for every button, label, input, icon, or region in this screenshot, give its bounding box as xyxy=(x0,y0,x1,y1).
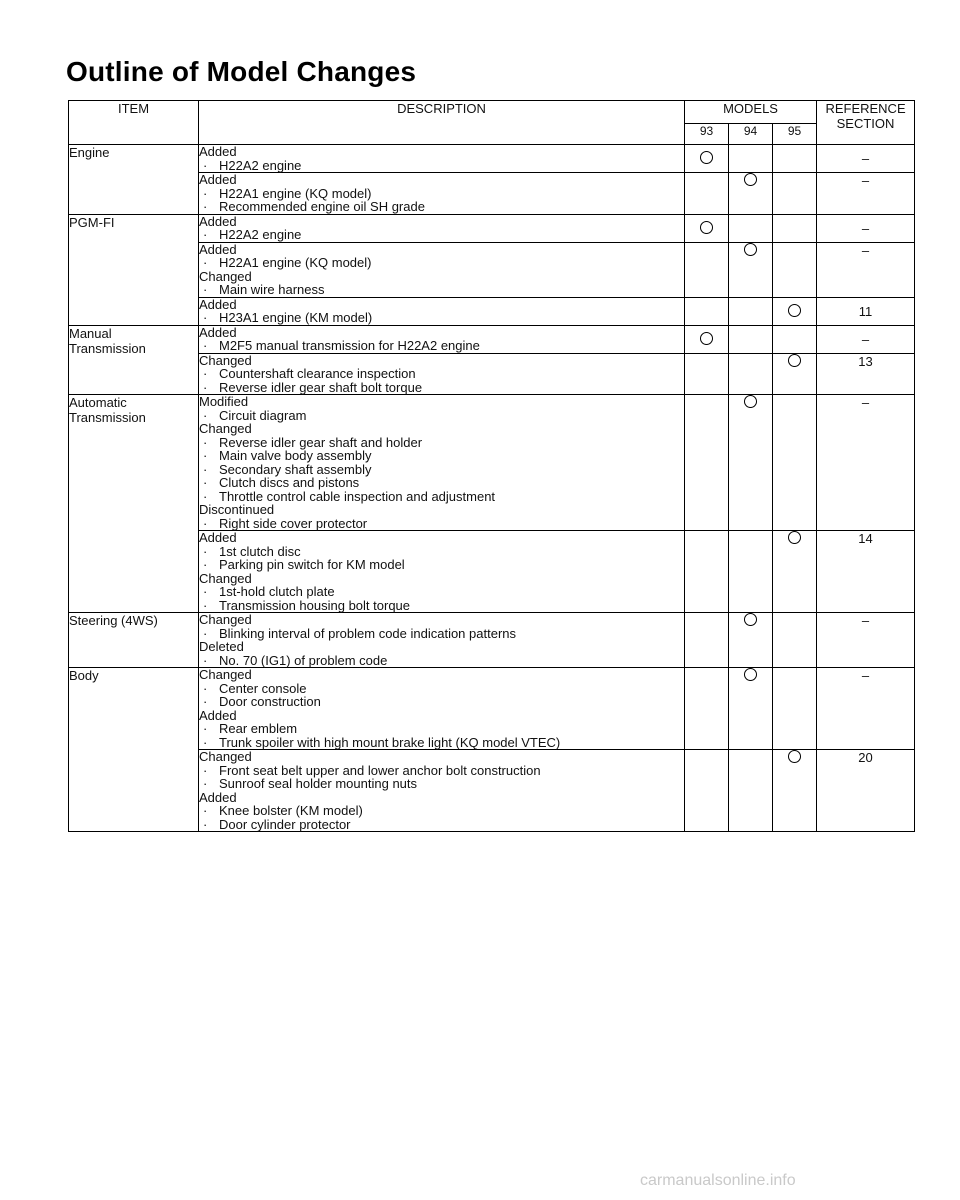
description-bullet-item: · Sunroof seal holder mounting nuts xyxy=(199,777,684,791)
reference-section-cell xyxy=(817,325,915,353)
model-95-cell xyxy=(773,531,817,613)
description-bullet-item: · Right side cover protector xyxy=(199,517,684,531)
model-93-cell xyxy=(685,750,729,832)
description-heading: Deleted xyxy=(199,639,244,654)
table-row xyxy=(69,395,915,531)
description-bullet-item: · Door construction xyxy=(199,695,684,709)
description-bullet-item: · 1st clutch disc xyxy=(199,545,684,559)
item-label: Body xyxy=(69,668,99,683)
model-94-cell xyxy=(729,214,773,242)
description-heading: Changed xyxy=(199,352,252,368)
item-label: Steering (4WS) xyxy=(69,613,158,628)
model-95-cell xyxy=(773,297,817,325)
description-bullet-item: · Knee bolster (KM model) xyxy=(199,804,684,818)
model-94-cell xyxy=(729,750,773,832)
item-label: PGM-FI xyxy=(69,214,115,230)
table-row xyxy=(69,668,915,750)
model-93-cell xyxy=(685,613,729,668)
description-heading: Added xyxy=(199,296,237,312)
model-94-cell xyxy=(729,395,773,531)
table-row xyxy=(69,145,915,173)
description-heading: Modified xyxy=(199,394,249,409)
model-95-cell xyxy=(773,214,817,242)
applies-circle-icon xyxy=(700,221,713,234)
description-bullet-item: · Door cylinder protector xyxy=(199,818,684,832)
page-title: Outline of Model Changes xyxy=(66,56,417,87)
description-column-header: DESCRIPTION xyxy=(199,101,685,145)
model-93-cell xyxy=(685,214,729,242)
applies-circle-icon xyxy=(744,243,757,256)
model-year-93-header: 93 xyxy=(685,124,729,145)
description-bullet-item: · Rear emblem xyxy=(199,722,684,736)
description-heading: Changed xyxy=(199,421,252,436)
description-cell xyxy=(199,173,685,215)
description-cell xyxy=(199,750,685,832)
model-93-cell xyxy=(685,353,729,395)
description-cell xyxy=(199,145,685,173)
description-bullet-item: · Front seat belt upper and lower anchor bolt construction xyxy=(199,764,684,778)
description-bullet-item: · Blinking interval of problem code indication patterns xyxy=(199,627,684,641)
model-95-cell xyxy=(773,145,817,173)
applies-circle-icon xyxy=(700,151,713,164)
item-cell xyxy=(69,668,199,832)
description-heading: Added xyxy=(199,789,237,805)
description-bullet-item: · M2F5 manual transmission for H22A2 engine xyxy=(199,339,684,353)
description-heading: Added xyxy=(199,144,237,159)
no-reference-dash: – xyxy=(861,395,870,410)
description-bullet-item: · Reverse idler gear shaft bolt torque xyxy=(199,381,684,395)
model-93-cell xyxy=(685,145,729,173)
reference-section-cell xyxy=(817,395,915,531)
applies-circle-icon xyxy=(700,332,713,345)
no-reference-dash: – xyxy=(861,220,870,236)
description-bullet-item: · Reverse idler gear shaft and holder xyxy=(199,436,684,450)
item-label: Manual xyxy=(69,325,112,341)
item-label: Transmission xyxy=(69,340,146,356)
reference-section-number: 13 xyxy=(858,353,873,369)
reference-section-cell xyxy=(817,214,915,242)
table-header xyxy=(69,101,915,145)
reference-section-cell xyxy=(817,145,915,173)
description-heading: Changed xyxy=(199,667,252,682)
applies-circle-icon xyxy=(744,173,757,186)
description-cell xyxy=(199,353,685,395)
reference-section-cell xyxy=(817,353,915,395)
description-bullet-item: · Transmission housing bolt torque xyxy=(199,599,684,613)
reference-section-number: 11 xyxy=(858,303,873,319)
description-heading: Changed xyxy=(199,268,252,284)
item-cell xyxy=(69,214,199,325)
model-93-cell xyxy=(685,395,729,531)
model-95-cell xyxy=(773,325,817,353)
model-95-cell xyxy=(773,173,817,215)
description-bullet-item: · No. 70 (IG1) of problem code xyxy=(199,654,684,668)
description-bullet-item: · Secondary shaft assembly xyxy=(199,463,684,477)
reference-header-line-1: REFERENCE xyxy=(825,101,906,116)
no-reference-dash: – xyxy=(861,331,870,347)
description-bullet-item: · Clutch discs and pistons xyxy=(199,476,684,490)
table-row xyxy=(69,613,915,668)
description-bullet-item: · H22A2 engine xyxy=(199,159,684,173)
description-cell xyxy=(199,242,685,297)
reference-header-line-2: SECTION xyxy=(836,116,895,131)
applies-circle-icon xyxy=(788,531,801,544)
model-93-cell xyxy=(685,531,729,613)
model-year-94-header: 94 xyxy=(729,124,773,145)
description-bullet-item: · Recommended engine oil SH grade xyxy=(199,200,684,214)
item-cell xyxy=(69,395,199,613)
model-95-cell xyxy=(773,668,817,750)
model-93-cell xyxy=(685,297,729,325)
model-year-95-header: 95 xyxy=(773,124,817,145)
model-95-cell xyxy=(773,395,817,531)
model-93-cell xyxy=(685,242,729,297)
description-heading: Added xyxy=(199,241,237,257)
model-95-cell xyxy=(773,353,817,395)
model-93-cell xyxy=(685,668,729,750)
item-cell xyxy=(69,613,199,668)
no-reference-dash: – xyxy=(861,173,870,188)
description-bullet-item: · Main wire harness xyxy=(199,283,684,297)
table-row xyxy=(69,325,915,353)
model-95-cell xyxy=(773,750,817,832)
applies-circle-icon xyxy=(744,668,757,681)
item-label: Engine xyxy=(69,145,110,160)
no-reference-dash: – xyxy=(861,668,870,683)
description-cell xyxy=(199,325,685,353)
applies-circle-icon xyxy=(788,304,801,317)
applies-circle-icon xyxy=(744,613,757,626)
no-reference-dash: – xyxy=(861,613,870,628)
description-bullet-item: · Center console xyxy=(199,682,684,696)
description-heading: Added xyxy=(199,707,237,723)
reference-section-cell xyxy=(817,531,915,613)
reference-section-header xyxy=(817,101,915,145)
reference-section-cell xyxy=(817,297,915,325)
description-heading: Added xyxy=(199,213,237,229)
table-row xyxy=(69,214,915,242)
description-bullet-item: · H22A1 engine (KQ model) xyxy=(199,256,684,270)
item-label: Automatic xyxy=(69,395,127,410)
model-94-cell xyxy=(729,297,773,325)
model-94-cell xyxy=(729,531,773,613)
model-94-cell xyxy=(729,613,773,668)
reference-section-cell xyxy=(817,173,915,215)
description-bullet-item: · H22A2 engine xyxy=(199,228,684,242)
item-cell xyxy=(69,145,199,215)
description-heading: Added xyxy=(199,324,237,340)
model-95-cell xyxy=(773,613,817,668)
footer-watermark: carmanualsonline.info xyxy=(640,1172,796,1189)
description-cell xyxy=(199,297,685,325)
description-heading: Changed xyxy=(199,612,252,627)
description-heading: Added xyxy=(199,530,237,545)
description-bullet-item: · 1st-hold clutch plate xyxy=(199,585,684,599)
reference-section-cell xyxy=(817,668,915,750)
description-heading: Added xyxy=(199,172,237,187)
description-cell xyxy=(199,613,685,668)
description-cell xyxy=(199,531,685,613)
model-94-cell xyxy=(729,325,773,353)
item-cell xyxy=(69,325,199,395)
description-bullet-item: · H23A1 engine (KM model) xyxy=(199,311,684,325)
model-95-cell xyxy=(773,242,817,297)
description-heading: Changed xyxy=(199,749,252,764)
description-bullet-item: · Trunk spoiler with high mount brake light (KQ model VTEC) xyxy=(199,736,684,750)
reference-section-number: 14 xyxy=(858,531,873,546)
reference-section-cell xyxy=(817,242,915,297)
model-94-cell xyxy=(729,668,773,750)
models-column-header: MODELS xyxy=(685,101,817,124)
applies-circle-icon xyxy=(744,395,757,408)
description-bullet-item: · H22A1 engine (KQ model) xyxy=(199,187,684,201)
reference-section-cell xyxy=(817,750,915,832)
description-cell xyxy=(199,395,685,531)
model-94-cell xyxy=(729,242,773,297)
description-cell xyxy=(199,214,685,242)
no-reference-dash: – xyxy=(861,242,870,258)
model-changes-table xyxy=(68,100,915,832)
model-94-cell xyxy=(729,173,773,215)
description-heading: Discontinued xyxy=(199,502,275,517)
description-bullet-item: · Parking pin switch for KM model xyxy=(199,558,684,572)
reference-section-number: 20 xyxy=(858,750,873,765)
item-column-header: ITEM xyxy=(69,101,199,145)
model-93-cell xyxy=(685,173,729,215)
model-94-cell xyxy=(729,145,773,173)
model-94-cell xyxy=(729,353,773,395)
applies-circle-icon xyxy=(788,750,801,763)
item-label: Transmission xyxy=(69,410,146,425)
description-heading: Changed xyxy=(199,570,252,586)
description-cell xyxy=(199,668,685,750)
description-bullet-item: · Circuit diagram xyxy=(199,409,684,423)
reference-section-cell xyxy=(817,613,915,668)
model-93-cell xyxy=(685,325,729,353)
no-reference-dash: – xyxy=(861,151,870,166)
description-bullet-item: · Throttle control cable inspection and adjustment xyxy=(199,490,684,504)
applies-circle-icon xyxy=(788,354,801,367)
description-bullet-item: · Countershaft clearance inspection xyxy=(199,367,684,381)
table-body xyxy=(69,145,915,832)
description-bullet-item: · Main valve body assembly xyxy=(199,449,684,463)
